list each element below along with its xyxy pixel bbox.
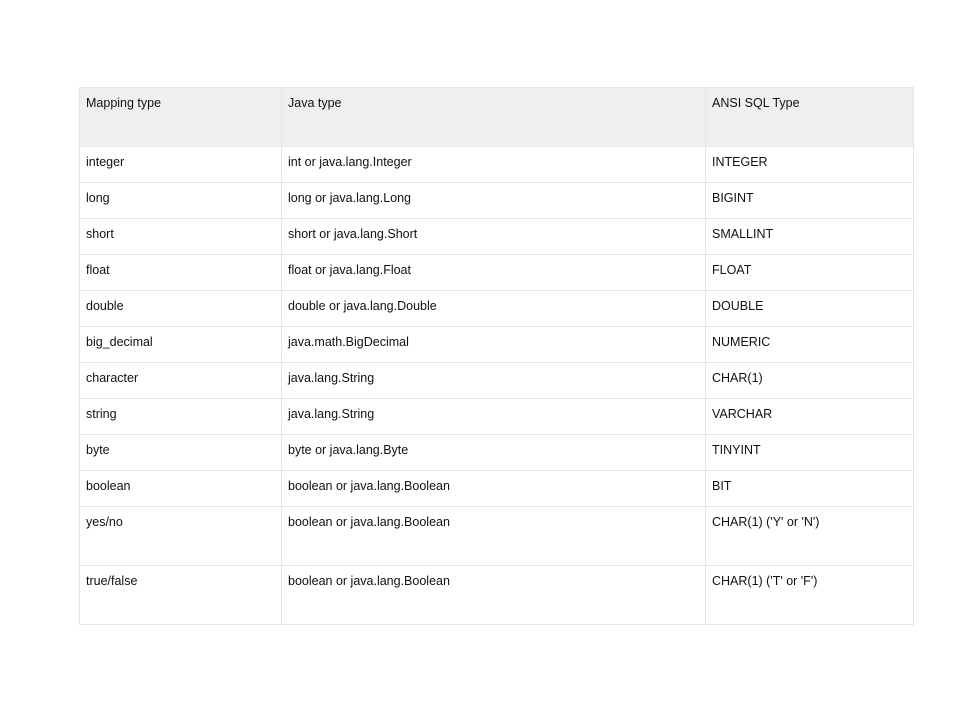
cell-java-type: float or java.lang.Float xyxy=(282,255,706,291)
cell-mapping-type: short xyxy=(80,219,282,255)
cell-mapping-type: true/false xyxy=(80,566,282,625)
table-row xyxy=(80,363,914,399)
cell-mapping-type: integer xyxy=(80,147,282,183)
cell-ansi-sql-type: FLOAT xyxy=(706,255,914,291)
cell-java-type: int or java.lang.Integer xyxy=(282,147,706,183)
header-ansi-sql-type: ANSI SQL Type xyxy=(706,88,914,147)
cell-mapping-type: byte xyxy=(80,435,282,471)
cell-mapping-type: float xyxy=(80,255,282,291)
table-row xyxy=(80,435,914,471)
cell-ansi-sql-type: DOUBLE xyxy=(706,291,914,327)
cell-java-type: byte or java.lang.Byte xyxy=(282,435,706,471)
header-java-type: Java type xyxy=(282,88,706,147)
header-row xyxy=(80,88,914,147)
cell-java-type: boolean or java.lang.Boolean xyxy=(282,507,706,566)
cell-ansi-sql-type: BIT xyxy=(706,471,914,507)
table-row xyxy=(80,471,914,507)
table-header xyxy=(80,88,914,147)
table-row xyxy=(80,255,914,291)
cell-java-type: boolean or java.lang.Boolean xyxy=(282,566,706,625)
table-row xyxy=(80,219,914,255)
cell-mapping-type: boolean xyxy=(80,471,282,507)
type-mapping-table-container xyxy=(79,87,913,625)
cell-mapping-type: long xyxy=(80,183,282,219)
table-row xyxy=(80,291,914,327)
cell-java-type: java.lang.String xyxy=(282,399,706,435)
cell-java-type: short or java.lang.Short xyxy=(282,219,706,255)
cell-ansi-sql-type: NUMERIC xyxy=(706,327,914,363)
cell-java-type: long or java.lang.Long xyxy=(282,183,706,219)
cell-mapping-type: string xyxy=(80,399,282,435)
table-row xyxy=(80,507,914,566)
cell-mapping-type: character xyxy=(80,363,282,399)
table-row xyxy=(80,183,914,219)
table-body xyxy=(80,147,914,625)
cell-mapping-type: big_decimal xyxy=(80,327,282,363)
cell-ansi-sql-type: CHAR(1) xyxy=(706,363,914,399)
cell-java-type: double or java.lang.Double xyxy=(282,291,706,327)
cell-java-type: boolean or java.lang.Boolean xyxy=(282,471,706,507)
cell-java-type: java.lang.String xyxy=(282,363,706,399)
table-row xyxy=(80,566,914,625)
type-mapping-table xyxy=(79,87,914,625)
cell-ansi-sql-type: VARCHAR xyxy=(706,399,914,435)
cell-ansi-sql-type: TINYINT xyxy=(706,435,914,471)
cell-ansi-sql-type: CHAR(1) ('T' or 'F') xyxy=(706,566,914,625)
header-mapping-type: Mapping type xyxy=(80,88,282,147)
cell-ansi-sql-type: SMALLINT xyxy=(706,219,914,255)
table-row xyxy=(80,327,914,363)
cell-mapping-type: double xyxy=(80,291,282,327)
cell-java-type: java.math.BigDecimal xyxy=(282,327,706,363)
cell-mapping-type: yes/no xyxy=(80,507,282,566)
cell-ansi-sql-type: BIGINT xyxy=(706,183,914,219)
table-row xyxy=(80,399,914,435)
cell-ansi-sql-type: CHAR(1) ('Y' or 'N') xyxy=(706,507,914,566)
cell-ansi-sql-type: INTEGER xyxy=(706,147,914,183)
table-row xyxy=(80,147,914,183)
